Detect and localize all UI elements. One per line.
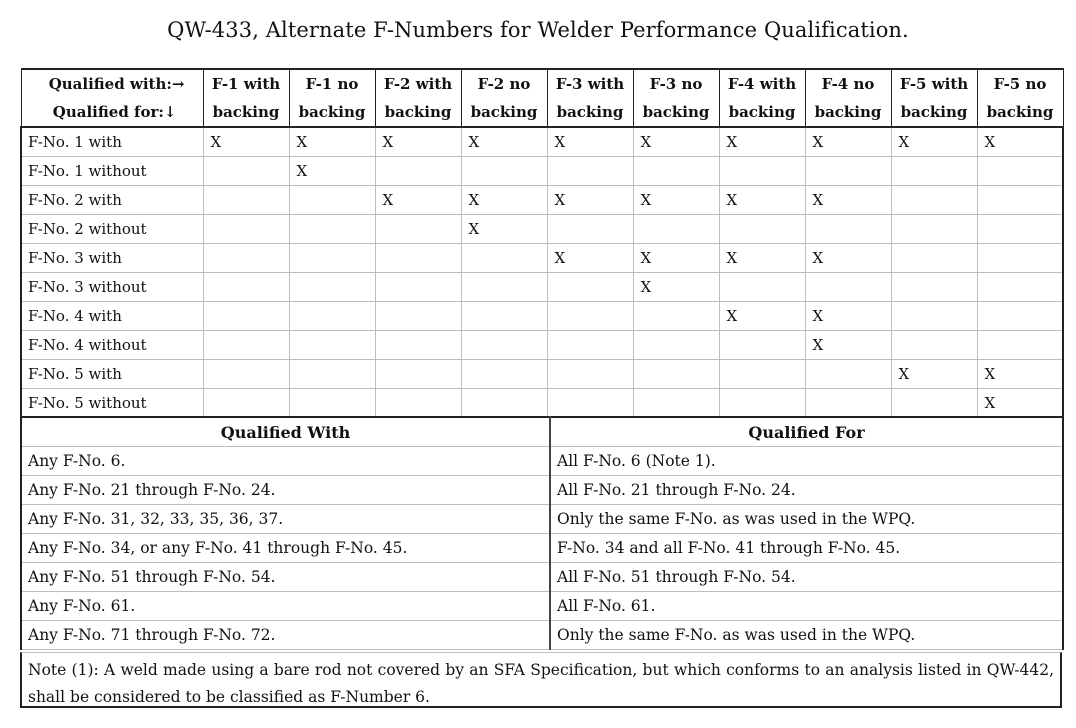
qualification-cell	[977, 244, 1063, 273]
col-header-bottom: backing	[891, 98, 977, 127]
col-header-bottom: backing	[633, 98, 719, 127]
qualification-cell	[805, 157, 891, 186]
qualification-cell	[375, 157, 461, 186]
qualification-cell: X	[805, 302, 891, 331]
qualification-cell: X	[977, 389, 1063, 418]
qualification-cell: X	[891, 360, 977, 389]
qualification-cell: X	[805, 186, 891, 215]
qualification-cell	[547, 157, 633, 186]
qualification-cell	[633, 389, 719, 418]
table-row	[21, 505, 1063, 534]
qualification-cell	[547, 302, 633, 331]
table-row	[21, 302, 1063, 331]
qualification-cell	[289, 331, 375, 360]
table-row	[21, 215, 1063, 244]
qualification-cell	[289, 389, 375, 418]
row-label: F-No. 1 with	[21, 127, 203, 157]
qualification-cell	[633, 215, 719, 244]
qualification-cell: X	[547, 127, 633, 157]
qualification-cell	[719, 389, 805, 418]
qualification-cell	[203, 389, 289, 418]
table-row	[21, 186, 1063, 215]
qualified-with-cell: Any F-No. 6.	[21, 447, 550, 476]
qualification-cell	[977, 273, 1063, 302]
qualification-cell	[461, 360, 547, 389]
qualified-with-cell: Any F-No. 51 through F-No. 54.	[21, 563, 550, 592]
qualification-cell	[977, 186, 1063, 215]
qualification-cell	[547, 389, 633, 418]
col-header-bottom: backing	[805, 98, 891, 127]
header-row-top	[21, 69, 1063, 98]
qualification-cell: X	[891, 127, 977, 157]
qualified-with-cell: Any F-No. 61.	[21, 592, 550, 621]
qualification-cell	[719, 273, 805, 302]
qualification-cell	[719, 360, 805, 389]
qualification-cell	[891, 273, 977, 302]
table-row	[21, 621, 1063, 650]
qualification-cell	[375, 360, 461, 389]
qualification-cell: X	[461, 186, 547, 215]
qualification-cell	[719, 331, 805, 360]
qualification-cell	[375, 331, 461, 360]
qualification-cell	[461, 157, 547, 186]
qualified-for-cell: All F-No. 21 through F-No. 24.	[550, 476, 1063, 505]
qualification-cell	[719, 157, 805, 186]
col-header-bottom: backing	[977, 98, 1063, 127]
qualification-cell	[461, 389, 547, 418]
qualification-cell	[719, 215, 805, 244]
col-header-top: F-1 with	[203, 69, 289, 98]
qualified-for-cell: All F-No. 61.	[550, 592, 1063, 621]
qualified-with-cell: Any F-No. 31, 32, 33, 35, 36, 37.	[21, 505, 550, 534]
qualification-cell: X	[805, 244, 891, 273]
qualification-cell: X	[289, 127, 375, 157]
table-row	[21, 476, 1063, 505]
qualification-cell: X	[547, 186, 633, 215]
table-row	[21, 360, 1063, 389]
qualification-cell	[203, 244, 289, 273]
qualification-cell	[891, 244, 977, 273]
table-row	[21, 447, 1063, 476]
col-header-top: F-3 no	[633, 69, 719, 98]
qualification-cell	[891, 302, 977, 331]
qualification-cell	[461, 273, 547, 302]
row-label: F-No. 2 without	[21, 215, 203, 244]
qualification-cell: X	[461, 215, 547, 244]
table-row	[21, 563, 1063, 592]
row-label: F-No. 2 with	[21, 186, 203, 215]
qualification-cell	[805, 389, 891, 418]
row-label: F-No. 5 without	[21, 389, 203, 418]
qualification-cell	[203, 331, 289, 360]
qualified-for-cell: Only the same F-No. as was used in the WPQ.	[550, 621, 1063, 650]
qualification-cell	[547, 273, 633, 302]
qualification-cell: X	[289, 157, 375, 186]
qualified-for-cell: All F-No. 51 through F-No. 54.	[550, 563, 1063, 592]
table-row	[21, 592, 1063, 621]
f-number-matrix	[20, 68, 1064, 418]
table-row	[21, 273, 1063, 302]
qualification-cell	[805, 215, 891, 244]
col-header-top: F-5 no	[977, 69, 1063, 98]
qualification-cell	[977, 157, 1063, 186]
qualification-cell: X	[633, 244, 719, 273]
qualification-cell: X	[461, 127, 547, 157]
qualification-cell	[289, 360, 375, 389]
corner-qualified-for: Qualified for:↓	[21, 98, 203, 127]
table-row	[21, 157, 1063, 186]
row-label: F-No. 3 without	[21, 273, 203, 302]
table-row	[21, 389, 1063, 418]
qualified-with-cell: Any F-No. 71 through F-No. 72.	[21, 621, 550, 650]
qualification-cell	[977, 302, 1063, 331]
qualification-cell	[203, 215, 289, 244]
col-header-top: F-2 with	[375, 69, 461, 98]
qualification-cell	[375, 215, 461, 244]
qualification-cell	[633, 331, 719, 360]
qualification-cell	[977, 215, 1063, 244]
qualification-cell	[203, 186, 289, 215]
qualification-cell	[891, 215, 977, 244]
table-row	[21, 244, 1063, 273]
qualification-cell	[891, 186, 977, 215]
col-header-top: F-5 with	[891, 69, 977, 98]
table-row	[21, 534, 1063, 563]
qualification-cell	[289, 186, 375, 215]
table-row	[21, 331, 1063, 360]
qualification-cell	[375, 302, 461, 331]
qualification-cell	[203, 302, 289, 331]
qualification-cell: X	[633, 273, 719, 302]
qualification-cell: X	[375, 127, 461, 157]
qualification-cell	[289, 273, 375, 302]
qualification-cell: X	[977, 127, 1063, 157]
qualification-cell: X	[719, 186, 805, 215]
qualification-cell: X	[977, 360, 1063, 389]
col-header-top: F-4 no	[805, 69, 891, 98]
qualification-cell	[891, 331, 977, 360]
qualification-cell	[289, 302, 375, 331]
qualification-cell	[289, 215, 375, 244]
qualification-cell: X	[547, 244, 633, 273]
qualification-cell	[547, 360, 633, 389]
qualified-for-cell: All F-No. 6 (Note 1).	[550, 447, 1063, 476]
qualification-cell	[633, 302, 719, 331]
qualified-with-cell: Any F-No. 21 through F-No. 24.	[21, 476, 550, 505]
qualification-cell	[891, 157, 977, 186]
qualification-cell: X	[203, 127, 289, 157]
qualified-with-cell: Any F-No. 34, or any F-No. 41 through F-No. 45.	[21, 534, 550, 563]
page-title: QW-433, Alternate F-Numbers for Welder Performance Qualification.	[167, 18, 909, 42]
qualification-cell	[547, 331, 633, 360]
col-header-top: F-4 with	[719, 69, 805, 98]
qualification-cell	[375, 273, 461, 302]
col-header-bottom: backing	[375, 98, 461, 127]
qualification-cell	[375, 244, 461, 273]
qualification-cell	[633, 360, 719, 389]
col-header-bottom: backing	[547, 98, 633, 127]
qualification-cell: X	[805, 331, 891, 360]
qualification-cell: X	[375, 186, 461, 215]
row-label: F-No. 5 with	[21, 360, 203, 389]
note-1: Note (1): A weld made using a bare rod not covered by an SFA Specification, but which conforms to an analysis listed in QW-442, shall be considered to be classified as F-Number 6.	[20, 652, 1062, 708]
row-label: F-No. 4 without	[21, 331, 203, 360]
qualification-cell	[461, 244, 547, 273]
qualification-cell	[977, 331, 1063, 360]
header-qualified-with: Qualified With	[21, 417, 550, 447]
qualification-cell	[891, 389, 977, 418]
qualification-cell: X	[719, 302, 805, 331]
qualification-cell	[461, 302, 547, 331]
qualification-cell	[375, 389, 461, 418]
qualification-cell	[289, 244, 375, 273]
alternate-f-numbers-table	[20, 416, 1064, 650]
qualification-cell: X	[633, 127, 719, 157]
qualification-cell	[805, 273, 891, 302]
col-header-top: F-3 with	[547, 69, 633, 98]
header-qualified-for: Qualified For	[550, 417, 1063, 447]
qualification-cell: X	[805, 127, 891, 157]
qualified-for-cell: F-No. 34 and all F-No. 41 through F-No. 45.	[550, 534, 1063, 563]
qualification-cell	[461, 331, 547, 360]
header-row-bottom	[21, 98, 1063, 127]
qualification-cell: X	[719, 244, 805, 273]
corner-qualified-with: Qualified with:→	[21, 69, 203, 98]
qualified-for-cell: Only the same F-No. as was used in the WPQ.	[550, 505, 1063, 534]
row-label: F-No. 1 without	[21, 157, 203, 186]
qualification-cell	[203, 157, 289, 186]
row-label: F-No. 3 with	[21, 244, 203, 273]
qualification-cell	[633, 157, 719, 186]
qualification-cell	[203, 360, 289, 389]
qualification-cell	[203, 273, 289, 302]
col-header-bottom: backing	[719, 98, 805, 127]
col-header-top: F-1 no	[289, 69, 375, 98]
qualification-cell	[805, 360, 891, 389]
qualification-cell	[547, 215, 633, 244]
qualification-cell: X	[719, 127, 805, 157]
qualification-cell: X	[633, 186, 719, 215]
col-header-bottom: backing	[203, 98, 289, 127]
col-header-bottom: backing	[289, 98, 375, 127]
row-label: F-No. 4 with	[21, 302, 203, 331]
col-header-bottom: backing	[461, 98, 547, 127]
col-header-top: F-2 no	[461, 69, 547, 98]
table-row	[21, 127, 1063, 157]
